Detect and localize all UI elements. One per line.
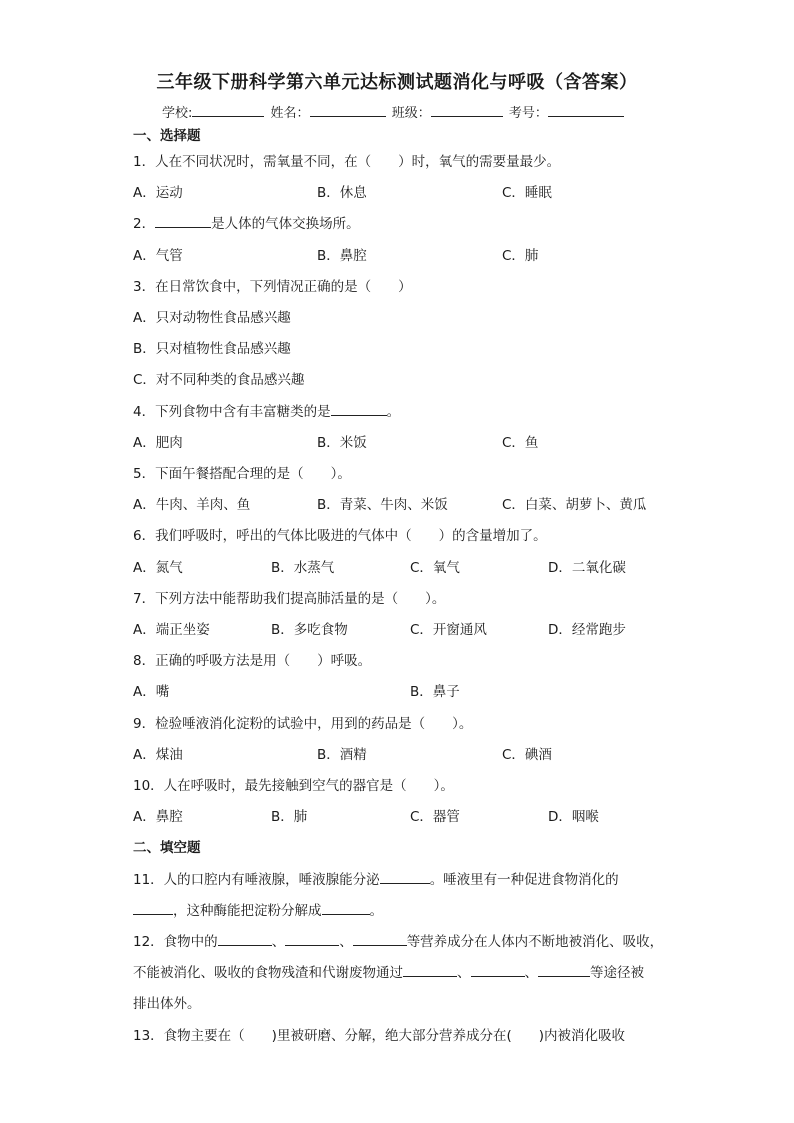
student-info-row — [162, 102, 626, 121]
question-7-option-a[interactable]: A．端正坐姿 — [133, 622, 210, 638]
question-11-line-2: ，这种酶能把淀粉分解成 。 — [133, 899, 383, 919]
question-9-option-b[interactable]: B．酒精 — [317, 747, 367, 763]
number-blank[interactable] — [548, 102, 624, 117]
name-label: 姓名： — [270, 106, 310, 121]
question-12-line-2: 不能被消化、吸收的食物残渣和代谢废物通过 、 、 等途径被 — [133, 961, 644, 981]
question-12-blank-6[interactable] — [538, 962, 590, 977]
question-12-line-1: 12．食物中的 、 、 等营养成分在人体内不断地被消化、吸收， — [133, 930, 663, 950]
question-9-stem: 9．检验唾液消化淀粉的试验中，用到的药品是（ ）。 — [133, 716, 473, 732]
question-2-option-b[interactable]: B．鼻腔 — [317, 248, 367, 264]
question-6-option-a[interactable]: A．氮气 — [133, 560, 183, 576]
question-4-option-b[interactable]: B．米饭 — [317, 435, 367, 451]
school-label: 学校: — [162, 106, 193, 121]
question-6-option-b[interactable]: B．水蒸气 — [271, 560, 335, 576]
question-11-blank-2[interactable] — [133, 900, 173, 915]
question-12-blank-1[interactable] — [218, 931, 272, 946]
question-10-option-a[interactable]: A．鼻腔 — [133, 809, 183, 825]
question-10-option-c[interactable]: C．器管 — [410, 809, 460, 825]
question-3-stem: 3．在日常饮食中，下列情况正确的是（ ） — [133, 279, 412, 295]
class-blank[interactable] — [431, 102, 503, 117]
question-4-option-a[interactable]: A．肥肉 — [133, 435, 183, 451]
school-blank[interactable] — [192, 102, 264, 117]
question-1-option-c[interactable]: C．睡眠 — [502, 185, 552, 201]
class-label: 班级： — [391, 106, 431, 121]
question-5-option-a[interactable]: A．牛肉、羊肉、鱼 — [133, 497, 251, 513]
question-4-option-c[interactable]: C．鱼 — [502, 435, 539, 451]
question-4-stem: 4．下列食物中含有丰富糖类的是 。 — [133, 400, 400, 420]
question-6-option-c[interactable]: C．氧气 — [410, 560, 460, 576]
question-12-blank-3[interactable] — [353, 931, 407, 946]
question-1-option-b[interactable]: B．休息 — [317, 185, 367, 201]
question-2-option-a[interactable]: A．气管 — [133, 248, 183, 264]
number-label: 考号： — [508, 106, 548, 121]
question-12-blank-4[interactable] — [403, 962, 457, 977]
question-5-option-c[interactable]: C．白菜、胡萝卜、黄瓜 — [502, 497, 647, 513]
question-7-option-c[interactable]: C．开窗通风 — [410, 622, 487, 638]
question-11-blank-1[interactable] — [380, 869, 430, 884]
question-8-option-a[interactable]: A．嘴 — [133, 684, 170, 700]
question-3-option-b[interactable]: B．只对植物性食品感兴趣 — [133, 341, 291, 357]
question-9-option-c[interactable]: C．碘酒 — [502, 747, 552, 763]
question-2-stem: 2． 是人体的气体交换场所。 — [133, 212, 360, 232]
page-title: 三年级下册科学第六单元达标测试题消化与呼吸（含答案） — [156, 72, 638, 93]
question-7-option-d[interactable]: D．经常跑步 — [548, 622, 626, 638]
question-5-stem: 5．下面午餐搭配合理的是（ ）。 — [133, 466, 351, 482]
name-blank[interactable] — [310, 102, 386, 117]
question-12-line-3: 排出体外。 — [133, 996, 201, 1012]
question-8-option-b[interactable]: B．鼻子 — [410, 684, 460, 700]
question-10-option-d[interactable]: D．咽喉 — [548, 809, 599, 825]
question-11-line-1: 11．人的口腔内有唾液腺，唾液腺能分泌 。唾液里有一种促进食物消化的 — [133, 868, 619, 888]
question-12-blank-5[interactable] — [471, 962, 525, 977]
question-2-blank[interactable] — [155, 213, 211, 228]
question-12-blank-2[interactable] — [285, 931, 339, 946]
question-4-blank[interactable] — [331, 401, 387, 416]
question-3-option-c[interactable]: C．对不同种类的食品感兴趣 — [133, 372, 305, 388]
question-10-option-b[interactable]: B．肺 — [271, 809, 308, 825]
question-6-stem: 6．我们呼吸时，呼出的气体比吸进的气体中（ ）的含量增加了。 — [133, 528, 547, 544]
section-heading-fill: 二、填空题 — [133, 840, 201, 856]
question-11-blank-3[interactable] — [322, 900, 370, 915]
question-1-stem: 1．人在不同状况时，需氧量不同，在（ ）时，氧气的需要量最少。 — [133, 154, 561, 170]
section-heading-choice: 一、选择题 — [133, 128, 201, 144]
question-9-option-a[interactable]: A．煤油 — [133, 747, 183, 763]
question-7-option-b[interactable]: B．多吃食物 — [271, 622, 348, 638]
question-8-stem: 8．正确的呼吸方法是用（ ）呼吸。 — [133, 653, 372, 669]
question-10-stem: 10．人在呼吸时，最先接触到空气的器官是（ ）。 — [133, 778, 454, 794]
question-13-stem: 13．食物主要在（ )里被研磨、分解，绝大部分营养成分在( )内被消化吸收 — [133, 1028, 625, 1044]
question-7-stem: 7．下列方法中能帮助我们提高肺活量的是（ ）。 — [133, 591, 446, 607]
question-6-option-d[interactable]: D．二氧化碳 — [548, 560, 626, 576]
question-1-option-a[interactable]: A．运动 — [133, 185, 183, 201]
question-3-option-a[interactable]: A．只对动物性食品感兴趣 — [133, 310, 291, 326]
question-5-option-b[interactable]: B．青菜、牛肉、米饭 — [317, 497, 448, 513]
question-2-option-c[interactable]: C．肺 — [502, 248, 539, 264]
